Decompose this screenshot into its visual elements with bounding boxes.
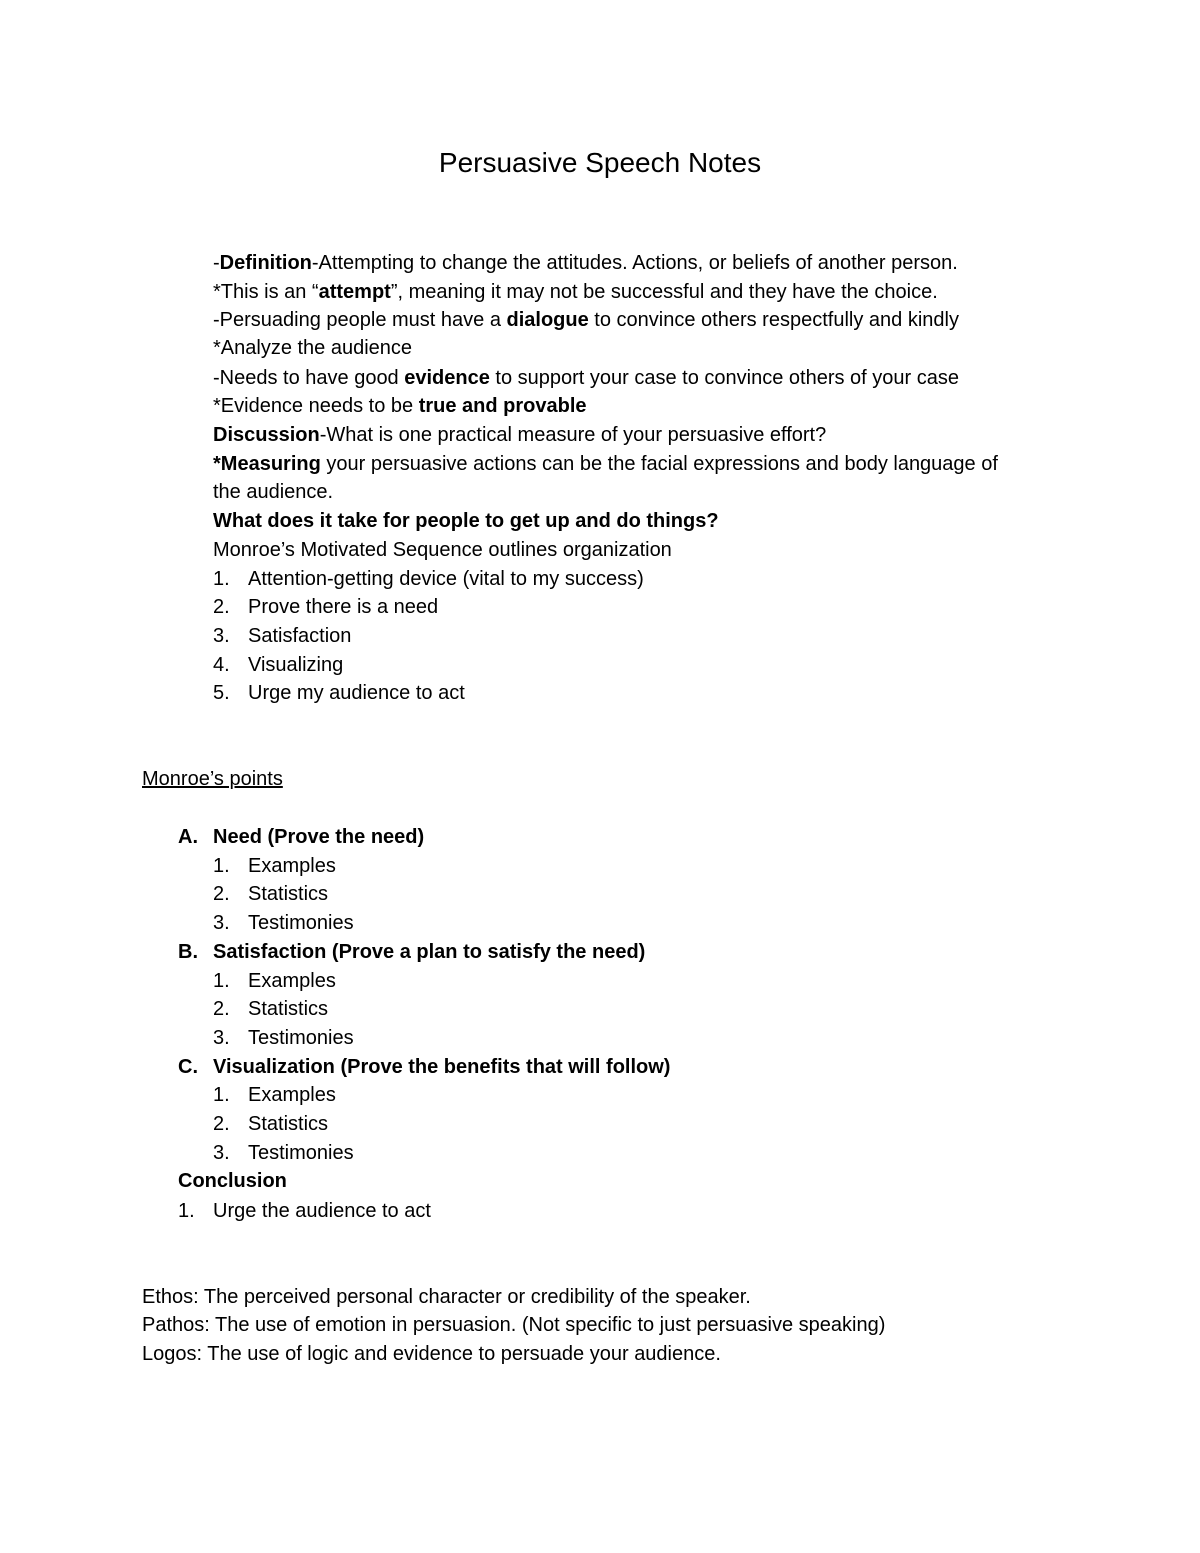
page-title: Persuasive Speech Notes [438, 147, 762, 178]
conclusion-heading: Conclusion [178, 1170, 287, 1192]
conclusion-number: 1. [178, 1200, 195, 1222]
point-sub-item: Statistics [248, 998, 329, 1020]
attempt-line [213, 278, 938, 306]
attempt-term: attempt [318, 281, 391, 303]
sequence-intro: Monroe’s Motivated Sequence outlines organization [213, 539, 672, 561]
point-heading: Need (Prove the need) [213, 826, 425, 848]
dialogue-line [213, 306, 959, 334]
point-sub-number: 1. [213, 1084, 230, 1106]
definition-line [213, 249, 958, 277]
sequence-number: 3. [213, 625, 230, 647]
point-sub-number: 1. [213, 970, 230, 992]
point-sub-item: Statistics [248, 883, 329, 905]
sequence-item: Visualizing [248, 654, 344, 676]
provable-line [213, 392, 587, 420]
sequence-item: Urge my audience to act [248, 682, 465, 704]
point-letter: C. [178, 1056, 198, 1078]
point-sub-item: Statistics [248, 1113, 329, 1135]
point-sub-number: 2. [213, 998, 230, 1020]
conclusion-item: Urge the audience to act [213, 1200, 431, 1222]
point-letter: B. [178, 941, 198, 963]
analyze-line: *Analyze the audience [213, 337, 413, 359]
evidence-text: to support your case to convince others of your case [489, 367, 959, 389]
sequence-number: 5. [213, 682, 230, 704]
sequence-number: 2. [213, 596, 230, 618]
point-letter: A. [178, 826, 198, 848]
point-heading: Satisfaction (Prove a plan to satisfy the need) [213, 941, 646, 963]
definition-term: Definition [219, 252, 312, 274]
dialogue-prefix: -Persuading people must have a [213, 309, 507, 331]
dialogue-term: dialogue [506, 309, 589, 331]
pathos-definition: Pathos: The use of emotion in persuasion. (Not specific to just persuasive speaking) [142, 1314, 886, 1336]
point-sub-number: 3. [213, 1142, 230, 1164]
evidence-line [213, 364, 959, 392]
definition-text: -Attempting to change the attitudes. Actions, or beliefs of another person. [311, 252, 958, 274]
sequence-item: Satisfaction [248, 625, 352, 647]
dialogue-text: to convince others respectfully and kindly [588, 309, 959, 331]
point-sub-number: 2. [213, 883, 230, 905]
measuring-line [213, 450, 998, 478]
measuring-continuation: the audience. [213, 481, 334, 503]
sequence-number: 1. [213, 568, 230, 590]
ethos-definition: Ethos: The perceived personal character or credibility of the speaker. [142, 1286, 751, 1308]
sequence-number: 4. [213, 654, 230, 676]
discussion-term: Discussion [213, 424, 320, 446]
point-sub-number: 3. [213, 912, 230, 934]
point-heading: Visualization (Prove the benefits that will follow) [213, 1056, 671, 1078]
point-sub-item: Examples [248, 1084, 336, 1106]
measuring-term: *Measuring [213, 453, 321, 475]
point-sub-item: Examples [248, 970, 336, 992]
point-sub-number: 3. [213, 1027, 230, 1049]
sequence-item: Attention-getting device (vital to my success) [248, 568, 644, 590]
logos-definition: Logos: The use of logic and evidence to persuade your audience. [142, 1343, 721, 1365]
point-sub-item: Testimonies [248, 912, 354, 934]
evidence-term: evidence [404, 367, 490, 389]
point-sub-item: Examples [248, 855, 336, 877]
point-sub-item: Testimonies [248, 1027, 354, 1049]
measuring-text: your persuasive actions can be the facial expressions and body language of [320, 453, 998, 475]
evidence-prefix: -Needs to have good [213, 367, 405, 389]
point-sub-number: 2. [213, 1113, 230, 1135]
definition-prefix: - [213, 252, 220, 274]
provable-prefix: *Evidence needs to be [213, 395, 419, 417]
attempt-text: ”, meaning it may not be successful and they have the choice. [390, 281, 938, 303]
discussion-line [213, 421, 826, 449]
point-sub-item: Testimonies [248, 1142, 354, 1164]
sequence-item: Prove there is a need [248, 596, 439, 618]
provable-term: true and provable [418, 395, 587, 417]
discussion-text: -What is one practical measure of your persuasive effort? [319, 424, 827, 446]
point-sub-number: 1. [213, 855, 230, 877]
points-heading: Monroe’s points [142, 768, 283, 790]
attempt-prefix: *This is an “ [213, 281, 319, 303]
question-line: What does it take for people to get up and do things? [213, 510, 719, 532]
